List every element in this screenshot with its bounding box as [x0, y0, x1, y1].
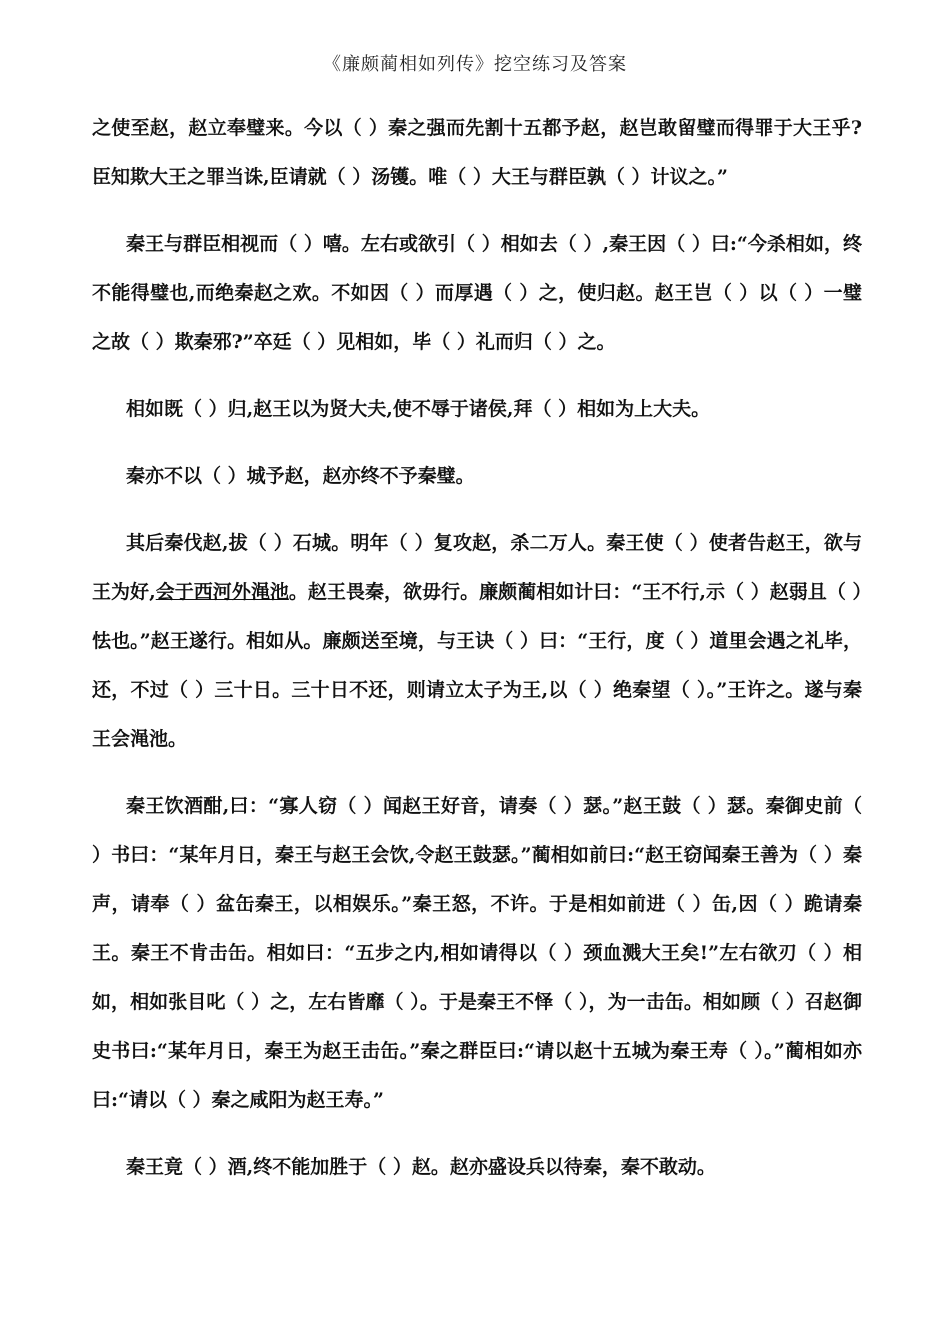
paragraph-text: 秦亦不以（ ）城予赵，赵亦终不予秦璧。: [126, 465, 475, 487]
paragraph-text: 秦王饮酒酣,曰：“寡人窃（ ）闻赵王好音，请奏（ ）瑟。”赵王鼓（ ）瑟。秦御史前（ ）书曰：“某年月日，秦王与赵王会饮,令赵王鼓瑟。”蔺相如前曰:“赵王窃闻秦王善为（ ）秦声，请奉（ ）盆缶秦王，以相娱乐。”秦王怒，不许。于是相如前进（ ）缶,因（ ）跪请秦王。秦王不肯击缶。相如曰：“五步之内,相如请得以（ ）颈血溅大王矣!”左右欲刃（ ）相如，相如张目叱（ ）之，左右皆靡（ ）。于是秦王不怿（ ），为一击缶。相如顾（ ）召赵御史书曰:“某年月日，秦王为赵王击缶。”秦之群臣曰:“请以赵十五城为秦王寿（ ）。”蔺相如亦曰:“请以（ ）秦之咸阳为赵王寿。”: [92, 795, 862, 1111]
paragraph-3: [92, 385, 862, 434]
paragraph-text: 之使至赵，赵立奉璧来。今以（ ）秦之强而先割十五都予赵，赵岂敢留璧而得罪于大王乎?臣知欺大王之罪当诛,臣请就（ ）汤镬。唯（ ）大王与群臣孰（ ）计议之。”: [92, 117, 862, 188]
underlined-phrase: 会于西河外渑池: [155, 581, 289, 603]
paragraph-text: 秦王竟（ ）酒,终不能加胜于（ ）赵。赵亦盛设兵以待秦，秦不敢动。: [126, 1156, 716, 1178]
paragraph-text: 其后秦伐赵,拔（ ）石城。明年（ ）复攻赵，杀二万人。秦王使（ ）使者告赵王，欲与王为好,: [92, 532, 862, 603]
paragraph-2: [92, 220, 862, 367]
document-body: [92, 104, 862, 1210]
paragraph-6: [92, 782, 862, 1125]
page-title: 《廉颇蔺相如列传》挖空练习及答案: [323, 54, 627, 75]
paragraph-7: [92, 1143, 862, 1192]
paragraph-text: 相如既（ ）归,赵王以为贤大夫,使不辱于诸侯,拜（ ）相如为上大夫。: [126, 398, 711, 420]
paragraph-text: 。赵王畏秦，欲毋行。廉颇蔺相如计曰：“王不行,示（ ）赵弱且（ ）怯也。”赵王遂行。相如从。廉颇送至境，与王诀（ ）曰：“王行，度（ ）道里会遇之礼毕，还，不过（ ）三十日。三十日不还，则请立太子为王,以（ ）绝秦望（ ）。”王许之。遂与秦王会渑池。: [92, 581, 862, 750]
paragraph-1: [92, 104, 862, 202]
paragraph-5: [92, 519, 862, 764]
paragraph-4: [92, 452, 862, 501]
paragraph-text: 秦王与群臣相视而（ ）嘻。左右或欲引（ ）相如去（ ）,秦王因（ ）曰:“今杀相如，终不能得璧也,而绝秦赵之欢。不如因（ ）而厚遇（ ）之，使归赵。赵王岂（ ）以（ ）一璧之故（ ）欺秦邪?”卒廷（ ）见相如，毕（ ）礼而归（ ）之。: [92, 233, 862, 353]
